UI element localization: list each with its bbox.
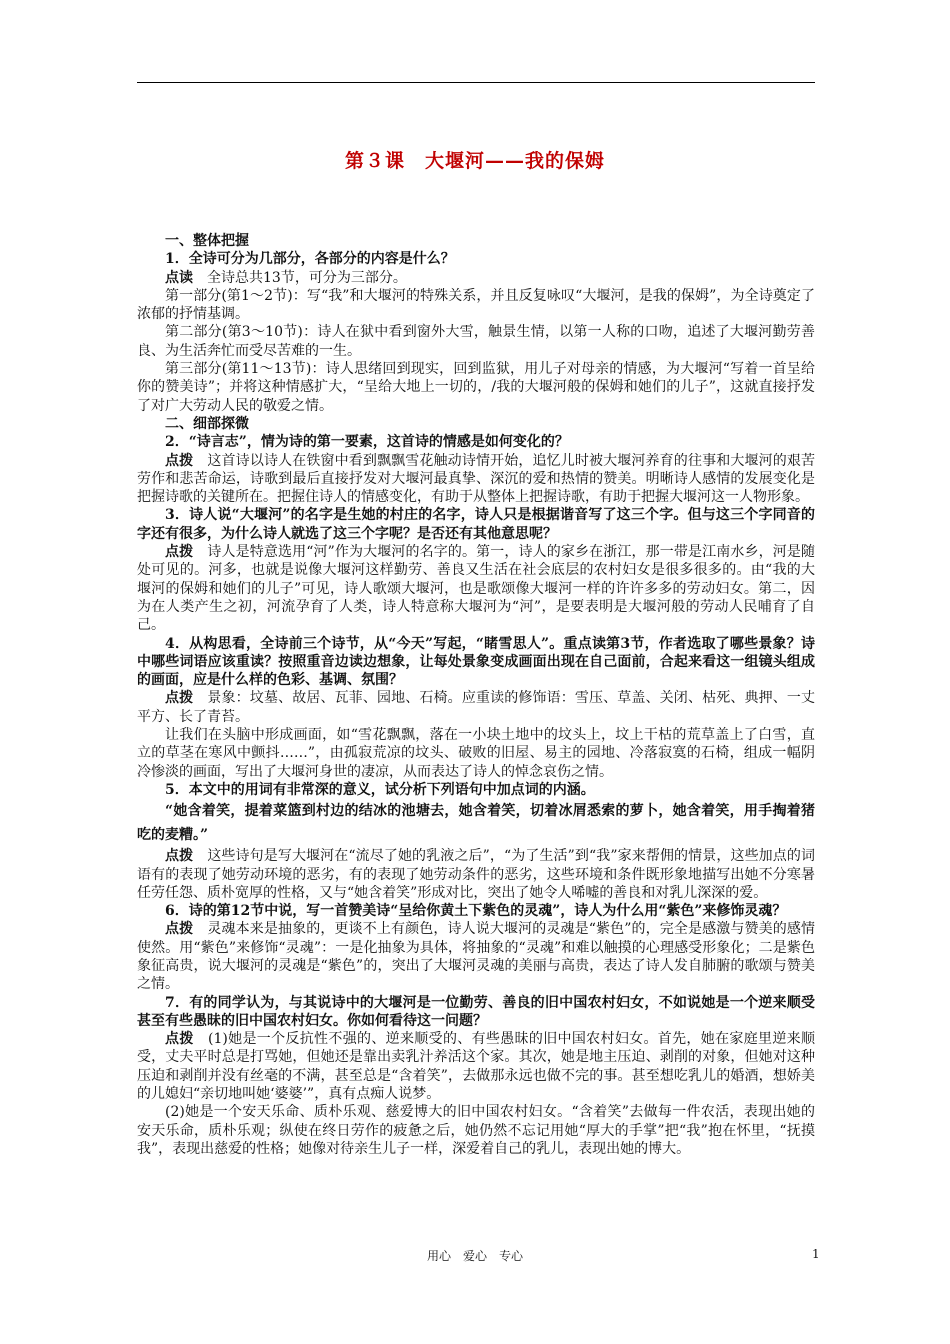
answer-7-part-2: (2)她是一个安天乐命、质朴乐观、慈爱博大的旧中国农村妇女。“含着笑”去做每一件农活，表现出她的安天乐命，质朴乐观；纵使在终日劳作的疲惫之后，她仍然不忘记用她“厚大的手掌”把“我”抱在怀里，“抚摸我”，表现出慈爱的性格；她像对待亲生儿子一样，深爱着自己的乳儿，表现出她的博大。 [137,1104,815,1157]
answer-4-part-2: 让我们在头脑中形成画面，如“雪花飘飘，落在一小块土地中的坟头上，坟上干枯的荒草盖上了白雪，直立的草茎在寒风中颤抖……”，由孤寂荒凉的坟头、破败的旧屋、易主的园地、冷落寂寞的石椅，组成一幅阴冷惨淡的画面，写出了大堰河身世的凄凉，从而表达了诗人的悼念哀伤之情。 [137,727,815,780]
answer-label: 点拨 [165,690,194,707]
document-body [137,232,815,1158]
answer-7: 点拨 (1)她是一个反抗性不强的、逆来顺受的、有些愚昧的旧中国农村妇女。首先，她在家庭里逆来顺受，丈夫平时总是打骂她，但她还是靠出卖乳汁养活这个家。其次，她是地主压迫、剥削的对象，但她对这种压迫和剥削并没有丝毫的不满，甚至总是“含着笑”，去做那永远也做不完的事。甚至想吃乳儿的婚酒，想娇美的儿媳妇“亲切地叫她‘婆婆’”，真有点痴人说梦。 [137,1031,815,1103]
question-3: 3．诗人说“大堰河”的名字是生她的村庄的名字，诗人只是根据谐音写了这三个字。但与这三个字同音的字还有很多，为什么诗人就选了这三个字呢？是否还有其他意思呢？ [137,507,815,542]
answer-2: 点拨 这首诗以诗人在铁窗中看到飘飘雪花触动诗情开始，追忆儿时被大堰河养育的往事和大堰河的艰苦劳作和悲苦命运，诗歌到最后直接抒发对大堰河最真挚、深沉的爱和热情的赞美。明晰诗人感情的发展变化是把握诗歌的关键所在。把握住诗人的情感变化，有助于从整体上把握诗歌，有助于把握大堰河这一人物形象。 [137,452,816,506]
question-5: 5．本文中的用词有非常深的意义，试分析下列语句中加点词的内涵。 [165,781,595,798]
lesson-title: 第３课 大堰河——我的保姆 [344,150,605,172]
page-number: 1 [812,1247,820,1261]
question-4: 4．从构思看，全诗前三个诗节，从“今天”写起，“睹雪思人”。重点读第3节，作者选取了哪些景象？诗中哪些词语应该重读？按照重音边读边想象，让每处景象变成画面出现在自己面前，合起来看这一组镜头组成的画面，应是什么样的色彩、基调、氛围？ [137,635,815,689]
answer-3: 点拨 诗人是特意选用“河”作为大堰河的名字的。第一，诗人的家乡在浙江，那一带是江南水乡，河是随处可见的。河多，也就是说像大堰河这样勤劳、善良又生活在社会底层的农村妇女是很多很多的。由“我的大堰河的保姆和她们的儿子”可见，诗人歌颂大堰河，也是歌颂像大堰河一样的许许多多的劳动妇女。第二，因为在人类产生之初，河流孕育了人类，诗人特意称大堰河为“河”，是要表明是大堰河般的劳动人民哺育了自己。 [137,544,816,634]
answer-label: 点拨 [165,848,194,865]
section-heading: 二、细部探微 [165,415,249,432]
answer-1-part-1: 第一部分(第1～2节)：写“我”和大堰河的特殊关系，并且反复咏叹“大堰河，是我的保姆”，为全诗奠定了浓郁的抒情基调。 [137,287,815,323]
answer-6: 点拨 灵魂本来是抽象的，更谈不上有颜色，诗人说大堰河的灵魂是“紫色”的，完全是感激与赞美的感情使然。用“紫色”来修饰“灵魂”：一是化抽象为具体，将抽象的“灵魂”和难以触摸的心理感受形象化；二是紫色象征高贵，说大堰河的灵魂是“紫色”的，突出了大堰河灵魂的美丽与高贵，表达了诗人发自肺腑的歌颂与赞美之情。 [137,921,816,993]
answer-label: 点拨 [165,544,194,561]
answer-5: 点拨 这些诗句是写大堰河在“流尽了她的乳液之后”，“为了生活”到“我”家来帮佣的情景，这些加点的词语有的表现了她劳动环境的恶劣，有的表现了她劳动条件的恶劣，这些环境和条件既形象地描写出她不分寒暑任劳任怨、质朴宽厚的性格，又与“她含着笑”形成对比，突出了她令人唏嘘的善良和对乳儿深深的爱。 [137,848,815,901]
answer-label: 点拨 [165,921,194,938]
question-6: 6．诗的第12节中说，写一首赞美诗“呈给你黄土下紫色的灵魂”，诗人为什么用“紫色”来修饰灵魂？ [165,903,787,920]
answer-label: 点读 [165,269,193,286]
page-footer: 用心 爱心 专心 [426,1249,523,1263]
answer-label: 点拨 [165,452,194,469]
question-7: 7．有的同学认为，与其说诗中的大堰河是一位勤劳、善良的旧中国农村妇女，不如说她是一个逆来顺受甚至有些愚昧的旧中国农村妇女。你如何看待这一问题？ [137,994,815,1029]
answer-1-part-2: 第二部分(第3～10节)：诗人在狱中看到窗外大雪，触景生情，以第一人称的口吻，追述了大堰河勤劳善良、为生活奔忙而受尽苦难的一生。 [137,324,815,359]
question-1: 1．全诗可分为几部分，各部分的内容是什么？ [165,251,455,268]
question-5-quote: “她含着笑，提着菜篮到村边的结冰的池塘去，她含着笑，切着冰屑悉索的萝卜，她含着笑，用手掏着猪吃的麦糟。” [137,803,815,844]
answer-1: 点读 全诗总共13节，可分为三部分。 [165,269,407,286]
answer-label: 点拨 [165,1031,194,1048]
section-heading: 一、整体把握 [165,233,249,249]
answer-1-part-3: 第三部分(第11～13节)：诗人思绪回到现实，回到监狱，用儿子对母亲的情感，为大堰河“写着一首呈给你的赞美诗”；并将这种情感扩大，“呈给大地上一切的，/我的大堰河般的保姆和她们的儿子”，这就直接抒发了对广大劳动人民的敬爱之情。 [137,361,815,414]
header-rule [137,82,815,83]
answer-4: 点拨 景象：坟墓、故居、瓦菲、园地、石椅。应重读的修饰语：雪压、草盖、关闭、枯死、典押、一丈平方、长了青苔。 [137,690,816,725]
question-2: 2．“诗言志”，情为诗的第一要素，这首诗的情感是如何变化的？ [165,434,569,451]
